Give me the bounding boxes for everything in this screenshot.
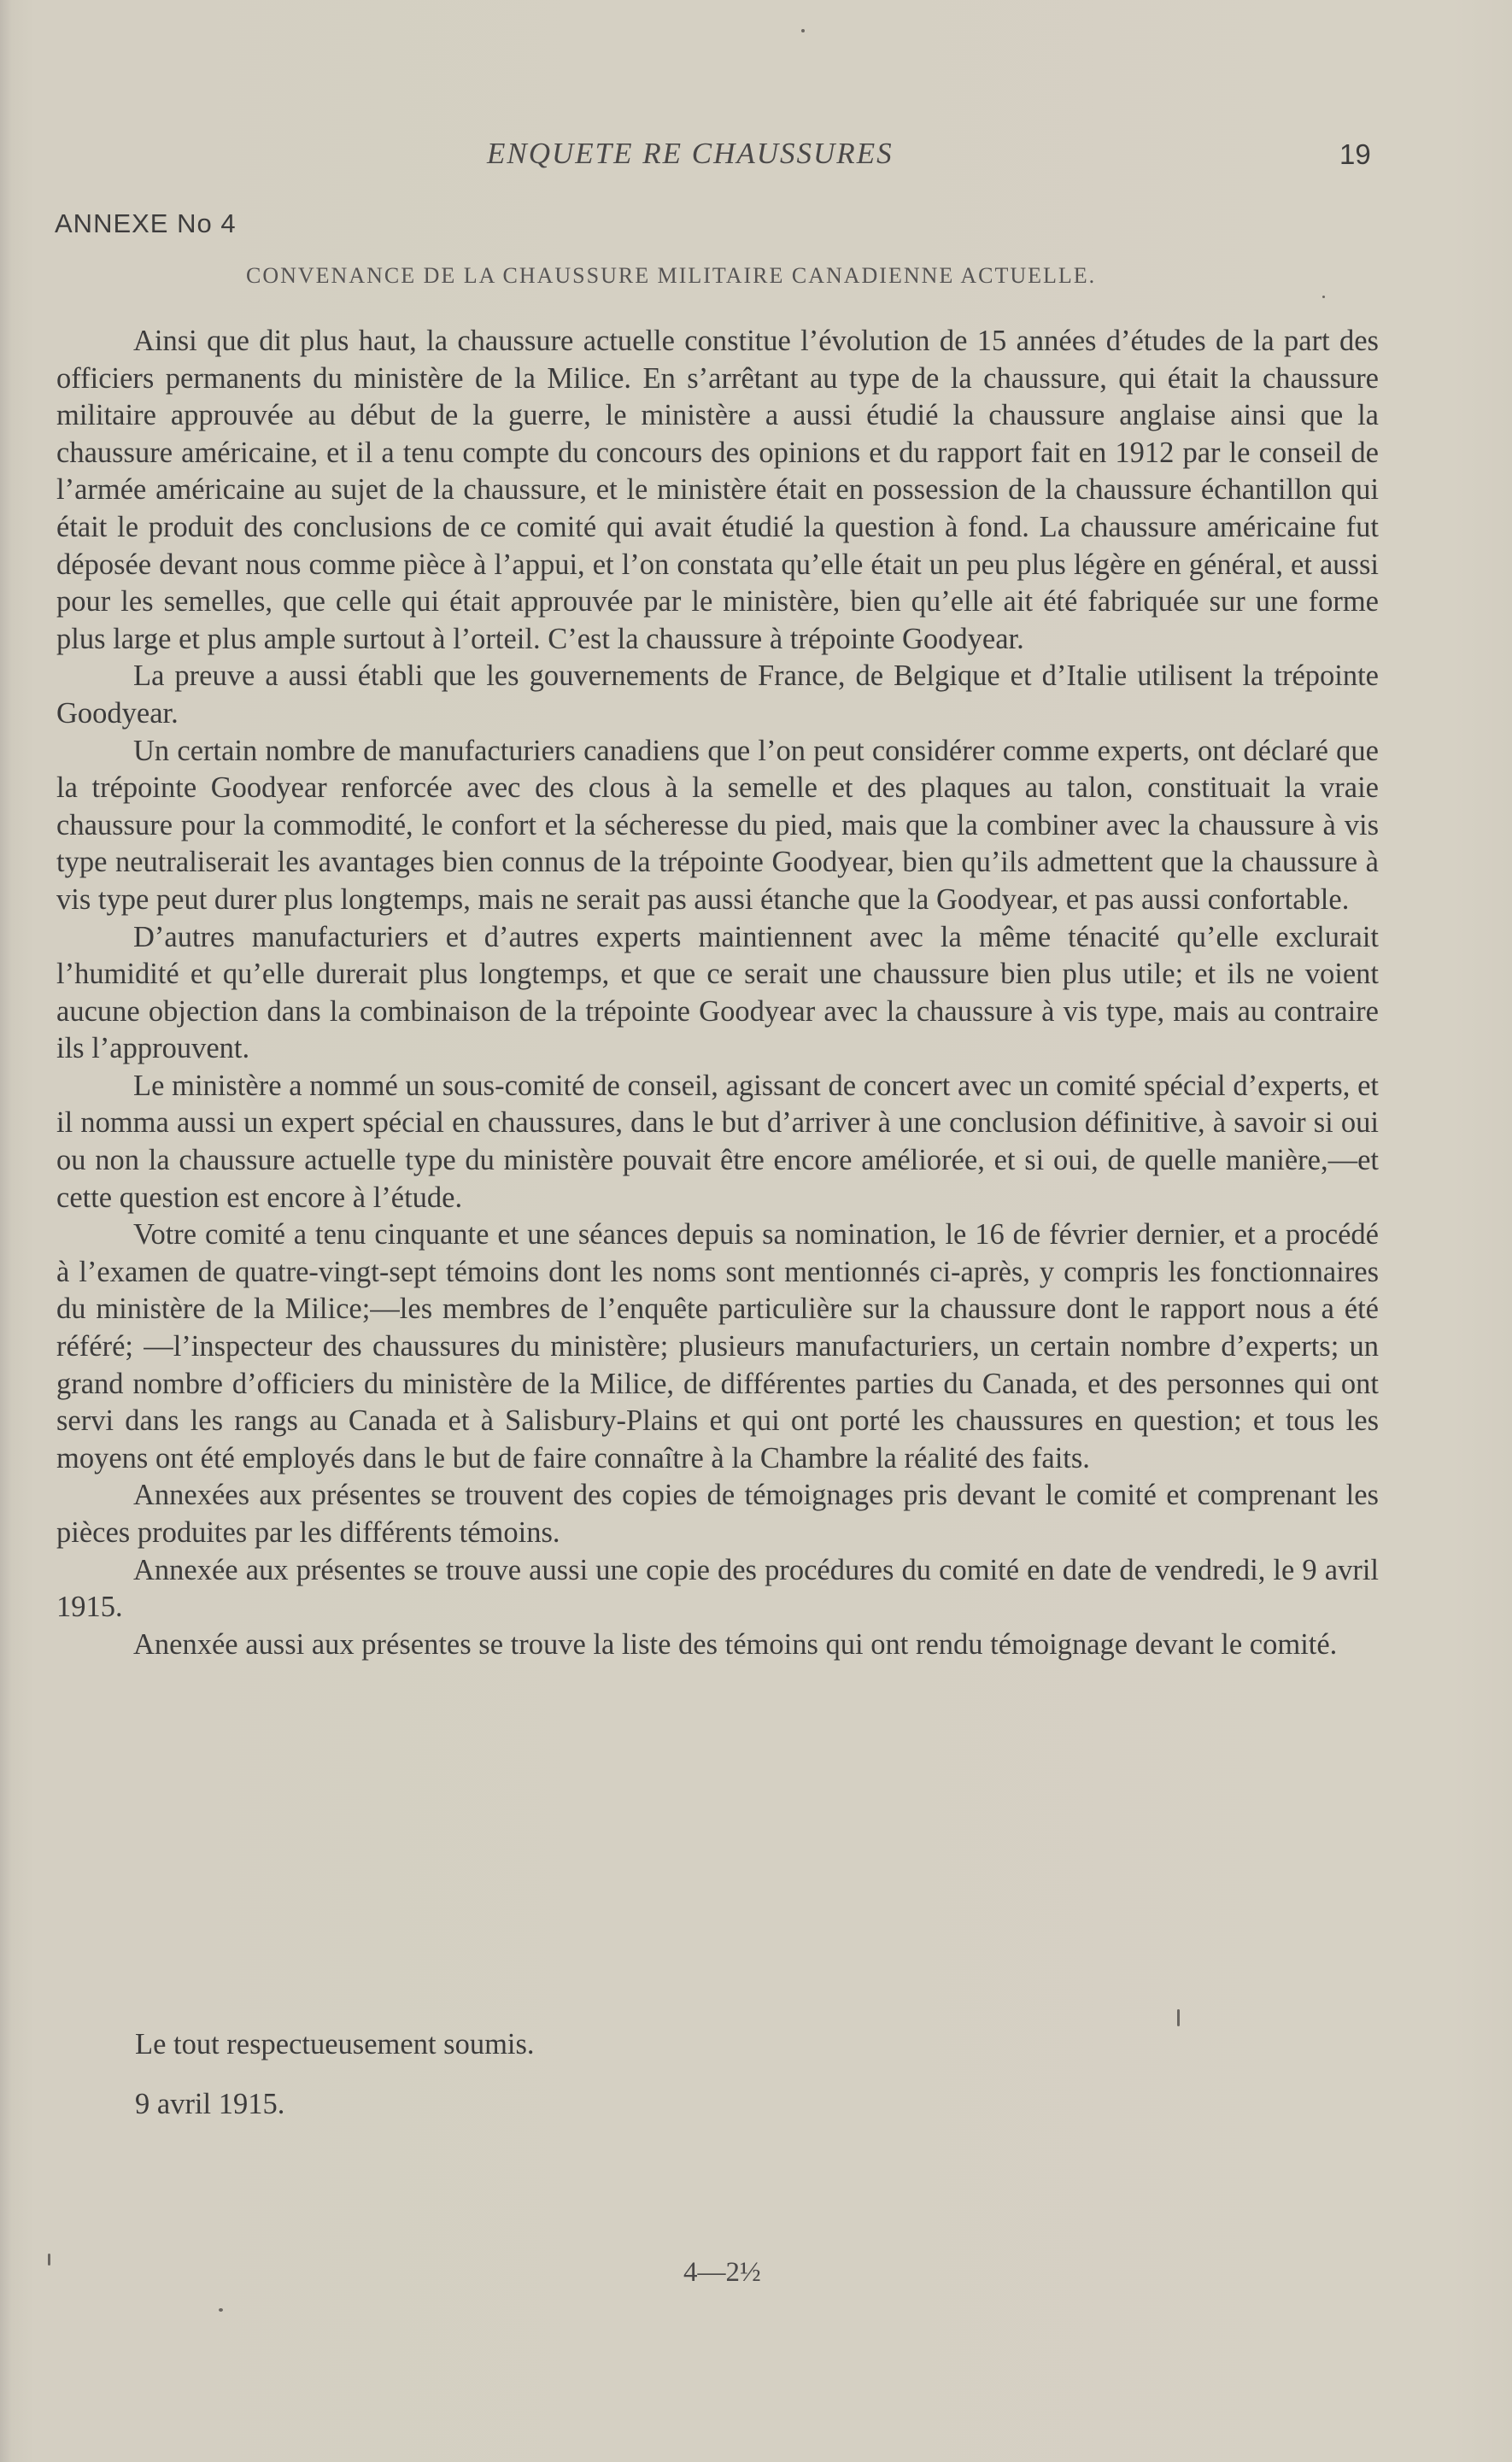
paragraph: Anenxée aussi aux présentes se trouve la liste des témoins qui ont rendu témoignage devant le comité. (133, 1627, 1338, 1661)
paper-speck (1177, 2009, 1180, 2026)
section-title: CONVENANCE DE LA CHAUSSURE MILITAIRE CANADIENNE ACTUELLE. (246, 263, 1097, 288)
paragraph: D’autres manufacturiers et d’autres experts maintiennent avec la même ténacité qu’elle exclurait l’humidité et qu’elle durerait plus longtemps, et que ce serait une chaussure bien plus utile; et ils ne voient aucune objection dans la combinaison de la trépointe Goodyear avec la chaussure à vis type, mais au contraire ils l’approuvent. (56, 920, 1379, 1065)
closing-date: 9 avril 1915. (135, 2088, 285, 2120)
page-number: 19 (1339, 138, 1371, 170)
closing-signoff: Le tout respectueusement soumis. (135, 2028, 535, 2060)
paragraph: Un certain nombre de manufacturiers canadiens que l’on peut considérer comme experts, ont déclaré que la trépointe Goodyear renforcée avec des clous à la semelle et des plaques au talon, constituait la vraie chaussure pour la commodité, le confort et la sécheresse du pied, mais que la combiner avec la chaussure à vis type neutraliserait les avantages bien connus de la trépointe Goodyear, bien qu’ils admettent que la chaussure à vis type peut durer plus longtemps, mais ne serait pas aussi étanche que la Goodyear, et pas aussi confortable. (56, 734, 1379, 916)
paper-speck (1322, 296, 1325, 298)
paragraph: La preuve a aussi établi que les gouvernements de France, de Belgique et d’Italie utilisent la trépointe Goodyear. (56, 659, 1379, 730)
paper-speck (219, 2308, 223, 2312)
paragraph: Ainsi que dit plus haut, la chaussure actuelle constitue l’évolution de 15 années d’études de la part des officiers permanents du ministère de la Milice. En s’arrêtant au type de la chaussure, qui était la chaussure militaire approuvée au début de la guerre, le ministère a aussi étudié la chaussure anglaise ainsi que la chaussure américaine, et il a tenu compte du concours des opinions et du rapport fait en 1912 par le conseil de l’armée américaine au sujet de la chaussure, et le ministère était en possession de la chaussure échantillon qui était le produit des conclusions de ce comité qui avait étudié la question à fond. La chaussure américaine fut déposée devant nous comme pièce à l’appui, et l’on constata qu’elle était un peu plus légère en général, et aussi pour les semelles, que celle qui était approuvée par le ministère, bien qu’elle ait été fabriquée sur une forme plus large et plus ample surtout à l’orteil. C’est la chaussure à trépointe Goodyear. (56, 325, 1379, 655)
paper-speck (48, 2254, 50, 2266)
signature-mark: 4—2½ (683, 2257, 761, 2288)
running-title: ENQUETE RE CHAUSSURES (487, 137, 894, 170)
paper-speck (801, 29, 805, 32)
paragraph: Annexée aux présentes se trouve aussi une copie des procédures du comité en date de vendredi, le 9 avril 1915. (56, 1553, 1379, 1624)
paragraph: Annexées aux présentes se trouvent des copies de témoignages pris devant le comité et comprenant les pièces produites par les différents témoins. (56, 1479, 1379, 1549)
paragraph: Le ministère a nommé un sous-comité de conseil, agissant de concert avec un comité spécial d’experts, et il nomma aussi un expert spécial en chaussures, dans le but d’arriver à une conclusion définitive, à savoir si oui ou non la chaussure actuelle type du ministère pouvait être encore améliorée, et si oui, de quelle manière,—et cette question est encore à l’étude. (56, 1069, 1379, 1214)
annex-label: ANNEXE No 4 (55, 208, 237, 238)
body-text (56, 323, 1379, 1663)
paragraph: Votre comité a tenu cinquante et une séances depuis sa nomination, le 16 de février dernier, et a procédé à l’examen de quatre-vingt-sept témoins dont les noms sont mentionnés ci-après, y compris les fonctionnaires du ministère de la Milice;—les membres de l’enquête particulière sur la chaussure dont le rapport nous a été référé; —l’inspecteur des chaussures du ministère; plusieurs manufacturiers, un certain nombre d’experts; un grand nombre d’officiers du ministère de la Milice, de différentes parties du Canada, et des personnes qui ont servi dans les rangs au Canada et à Salisbury-Plains et qui ont porté les chaussures en question; et tous les moyens ont été employés dans le but de faire connaître à la Chambre la réalité des faits. (56, 1218, 1379, 1474)
